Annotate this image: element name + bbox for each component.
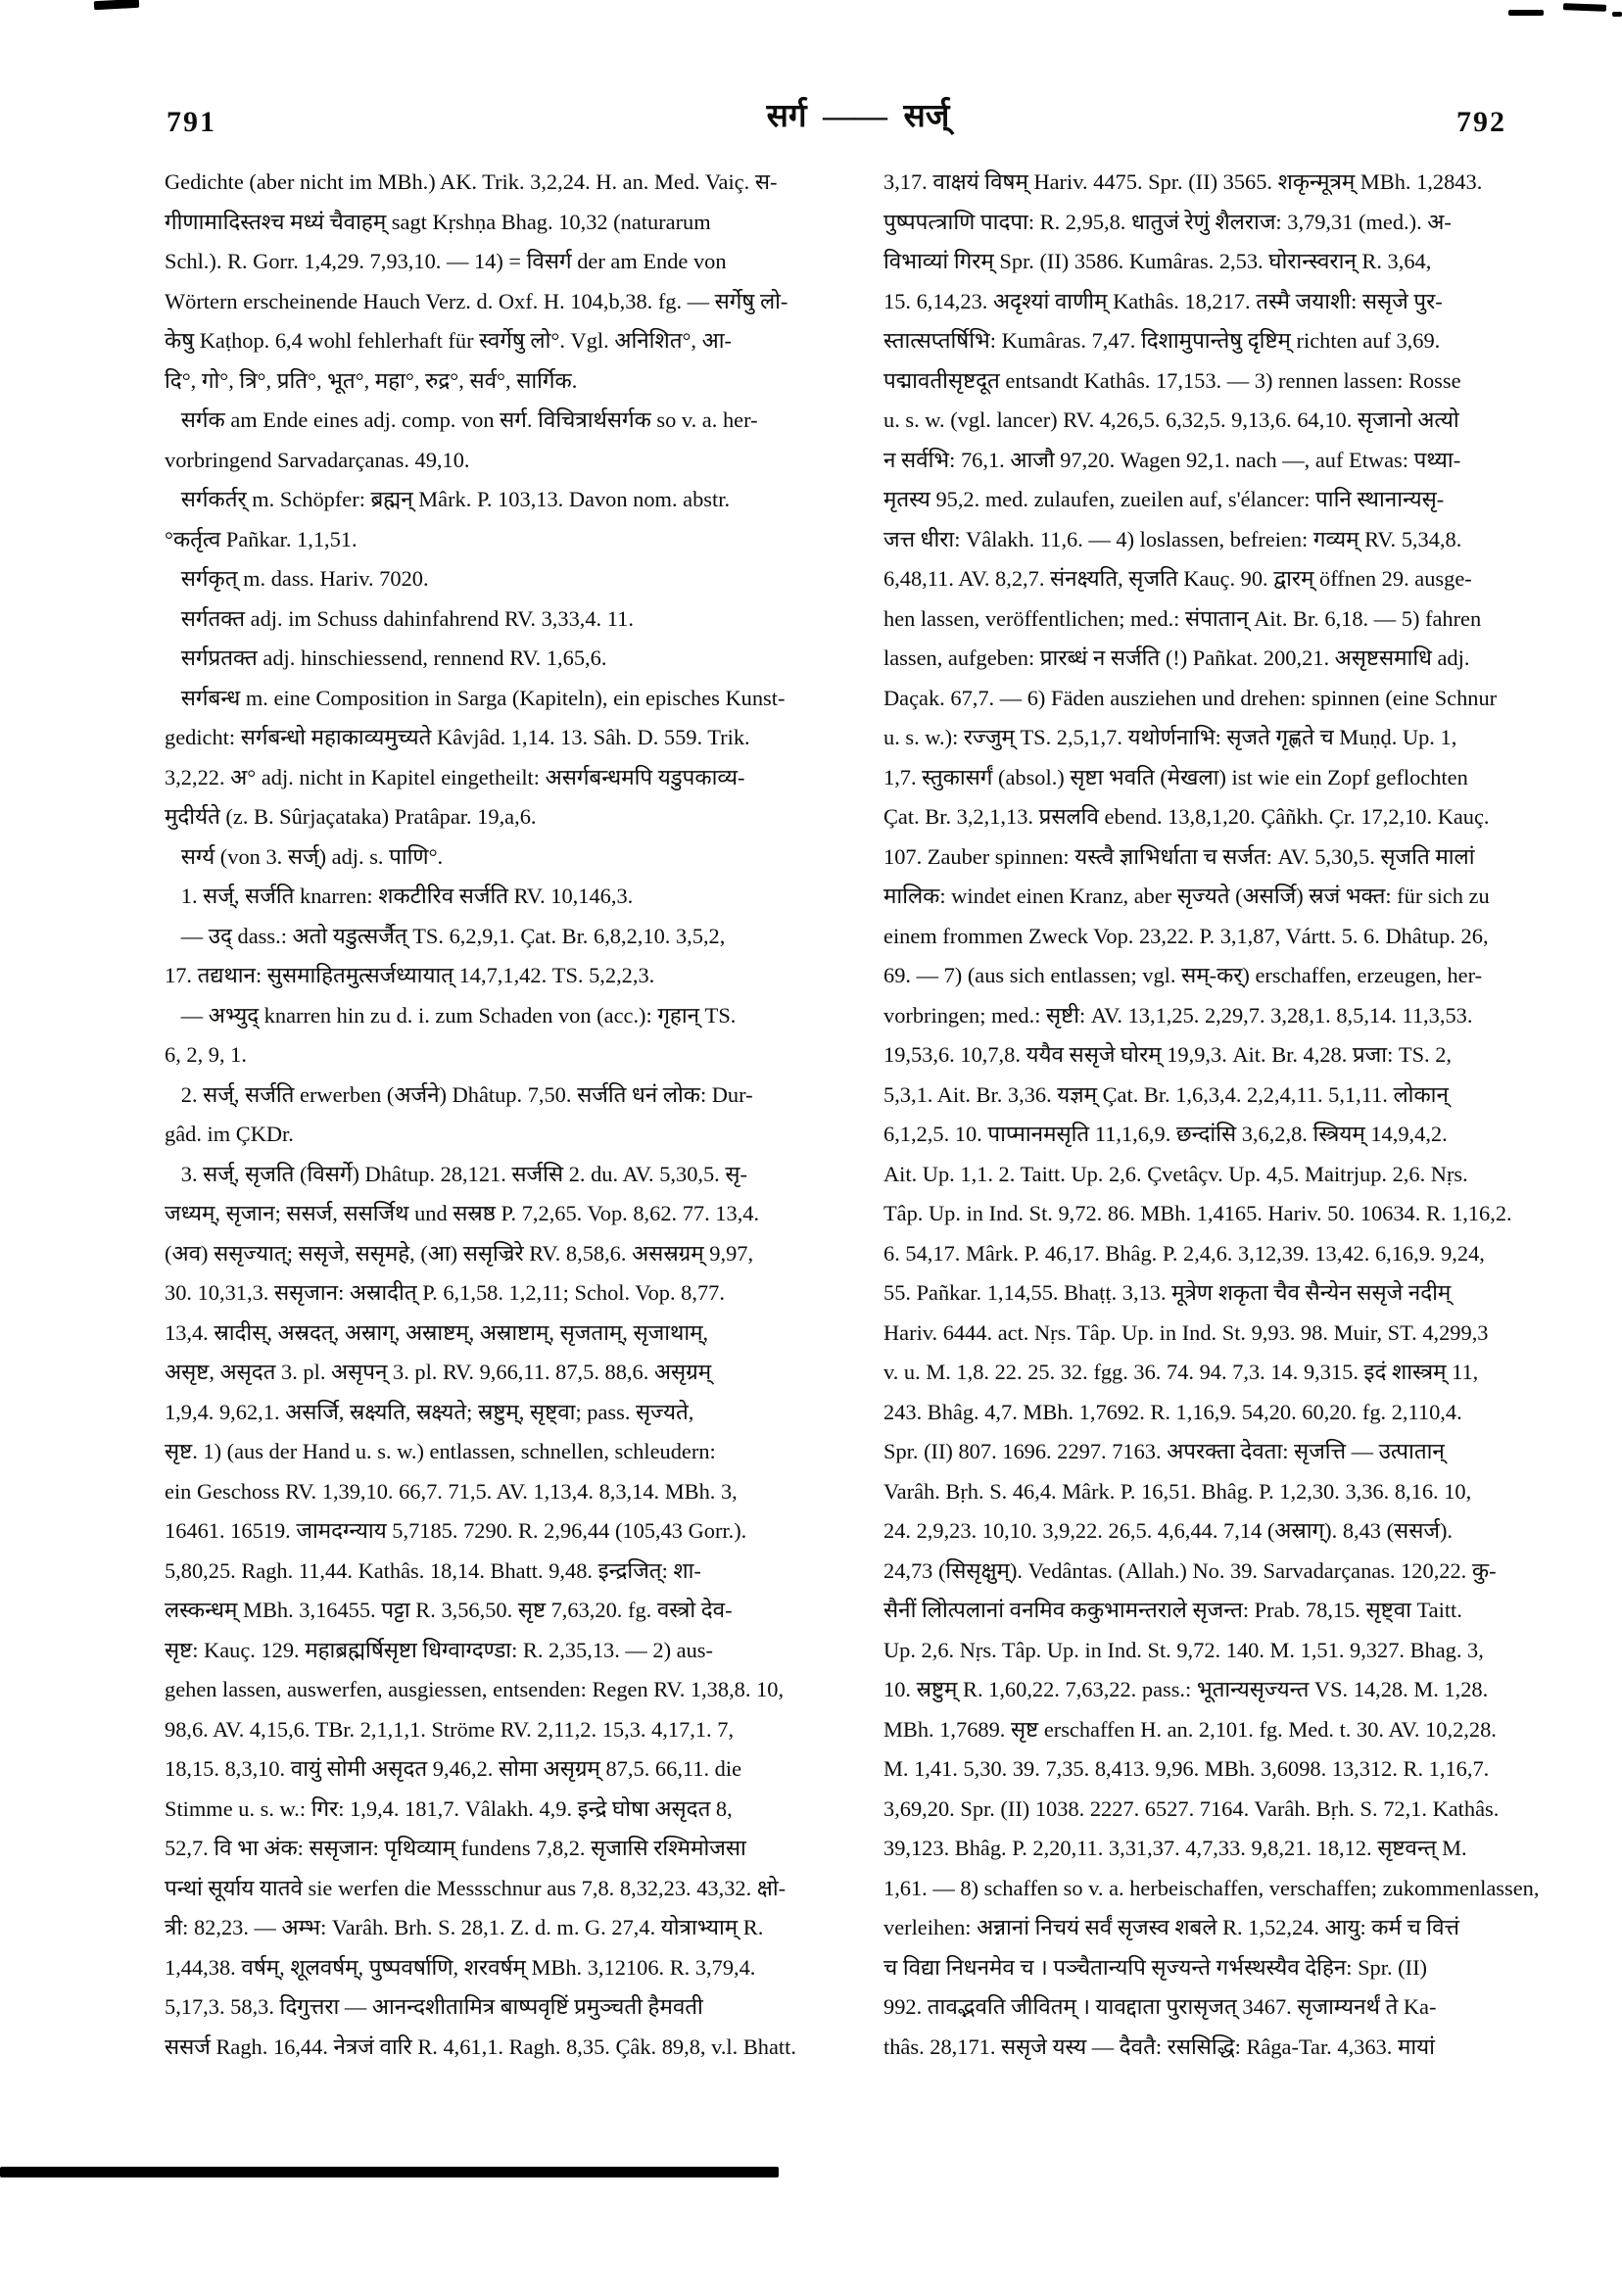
text-line: thâs. 28,171. ससृजे यस्य — दैवतै: रससिद्धि: Râga-Tar. 4,363. मायां [883, 2033, 1435, 2059]
text-line: 5,80,25. Ragh. 11,44. Kathâs. 18,14. Bhatt. 9,48. इन्द्रजित्: शा- [165, 1557, 701, 1583]
text-line: u. s. w.): रज्जुम् TS. 2,5,1,7. यथोर्णनाभि: सृजते गृह्णते च Muṇḍ. Up. 1, [883, 725, 1457, 749]
text-line: Ait. Up. 1,1. 2. Taitt. Up. 2,6. Çvetâçv. Up. 4,5. Maitrjup. 2,6. Nṛs. [883, 1161, 1468, 1186]
text-line: verleihen: अन्नानां निचयं सर्वं सृजस्व शबले R. 1,52,24. आयु: कर्म च वित्तं [883, 1915, 1460, 1939]
text-line: einem frommen Zweck Vop. 23,22. P. 3,1,87, Vártt. 5. 6. Dhâtup. 26, [883, 923, 1489, 948]
column-left [165, 163, 796, 2067]
text-line: 10. स्रष्टुम् R. 1,60,22. 7,63,22. pass.: भूतान्यसृज्यन्त VS. 14,28. M. 1,28. [883, 1677, 1489, 1701]
text-line: gâd. im ÇKDr. [165, 1122, 294, 1146]
text-line: 2. सर्ज्, सर्जति erwerben (अर्जने) Dhâtup. 7,50. सर्जति धनं लोक: Dur- [165, 1081, 753, 1107]
page-number-left: 791 [167, 106, 216, 138]
text-line: सर्गकर्तर् m. Schöpfer: ब्रह्मन् Mârk. P. 103,13. Davon nom. abstr. [165, 487, 731, 511]
text-line: Varâh. Bṛh. S. 46,4. Mârk. P. 16,51. Bhâg. P. 1,2,30. 3,36. 8,16. 10, [883, 1478, 1472, 1504]
text-line: 17. तद्यथान: सुसमाहितमुत्सर्जध्यायात् 14,7,1,42. TS. 5,2,2,3. [165, 963, 655, 987]
page-number-right: 792 [1456, 106, 1506, 138]
text-line: Tâp. Up. in Ind. St. 9,72. 86. MBh. 1,4165. Hariv. 50. 10634. R. 1,16,2. [883, 1201, 1512, 1225]
text-line: जध्यम्, सृजान; ससर्ज, ससर्जिथ und सस्रष्ठ P. 7,2,65. Vop. 8,62. 77. 13,4. [165, 1201, 760, 1225]
text-line: — उद् dass.: अतो यडुत्सर्जैत् TS. 6,2,9,1. Çat. Br. 6,8,2,10. 3,5,2, [165, 923, 726, 948]
text-line: 52,7. वि भा अंक: ससृजान: पृथिव्याम् fundens 7,8,2. सृजासि रश्मिमोजसा [165, 1836, 746, 1860]
text-line: सैनीं लिोत्पलानां वनमिव ककुभामन्तराले सृजन्त: Prab. 78,15. सृष्ट्वा Taitt. [883, 1598, 1462, 1622]
text-line: vorbringen; med.: सृष्टी: AV. 13,1,25. 2,29,7. 3,28,1. 8,5,14. 11,3,53. [883, 1002, 1473, 1028]
text-line: सर्गप्रतक्त adj. hinschiessend, rennend RV. 1,65,6. [165, 646, 607, 670]
text-line: 1,9,4. 9,62,1. असर्जि, स्रक्ष्यति, स्रक्ष्यते; स्रष्टुम्, सृष्ट्वा; pass. सृज्यते, [165, 1399, 694, 1424]
text-line: 3. सर्ज्, सृजति (विसर्गे) Dhâtup. 28,121. सर्जसि 2. du. AV. 5,30,5. सृ- [165, 1161, 747, 1186]
text-line: Wörtern erscheinende Hauch Verz. d. Oxf. H. 104,b,38. fg. — सर्गेषु लो- [165, 288, 788, 313]
scan-artifact-top-right-1 [1508, 10, 1544, 16]
text-line: 5,17,3. 58,3. दिगुत्तरा — आनन्दशीतामित्र बाष्पवृष्टिं प्रमुञ्चती हैमवती [165, 1994, 703, 2019]
text-line: 30. 10,31,3. ससृजान: अस्रादीत् P. 6,1,58. 1,2,11; Schol. Vop. 8,77. [165, 1280, 725, 1305]
scan-artifact-top-right-3 [1612, 12, 1622, 17]
text-line: hen lassen, veröffentlichen; med.: संपातान् Ait. Br. 6,18. — 5) fahren [883, 605, 1482, 631]
text-line: पन्थां सूर्याय यातवे sie werfen die Messschnur aus 7,8. 8,32,23. 43,32. क्षो- [165, 1875, 787, 1900]
text-line: जत्त धीरा: Vâlakh. 11,6. — 4) loslassen, befreien: गव्यम् RV. 5,34,8. [883, 526, 1462, 551]
text-line: दि°, गो°, त्रि°, प्रति°, भूत°, महा°, रुद्र°, सर्व°, सार्गिक. [165, 367, 578, 393]
text-line: 107. Zauber spinnen: यस्त्वै ज्ञाभिर्धाता च सर्जत: AV. 5,30,5. सृजति मालां [883, 843, 1475, 869]
text-line: 6. 54,17. Mârk. P. 46,17. Bhâg. P. 2,4,6. 3,12,39. 13,42. 6,16,9. 9,24, [883, 1240, 1485, 1266]
text-line: केषु Kaṭhop. 6,4 wohl fehlerhaft für स्वर्गेषु लो°. Vgl. अनिशित°, आ- [165, 328, 732, 353]
text-line: न सर्वभि: 76,1. आजौ 97,20. Wagen 92,1. nach —, auf Etwas: पथ्या- [883, 447, 1461, 472]
text-line: lassen, aufgeben: प्रारब्धं न सर्जति (!) Pañkat. 200,21. असृष्टसमाधि adj. [883, 646, 1470, 670]
text-line: gedicht: सर्गबन्धो महाकाव्यमुच्यते Kâvjâd. 1,14. 13. Sâh. D. 559. Trik. [165, 725, 750, 749]
text-line: सृष्ट. 1) (aus der Hand u. s. w.) entlassen, schnellen, schleudern: [165, 1439, 716, 1463]
text-line: (अव) ससृज्यात्; ससृजे, ससृमहे, (आ) ससृज्रिरे RV. 8,58,6. असस्रग्रम् 9,97, [165, 1240, 754, 1266]
scan-artifact-bottom-edge [0, 2167, 779, 2177]
text-line: 1,7. स्तुकासर्गं (absol.) सृष्टा भवति (मेखला) ist wie ein Zopf geflochten [883, 764, 1468, 789]
text-line: 6,1,2,5. 10. पाप्मानमसृति 11,1,6,9. छन्दांसि 3,6,2,8. स्त्रियम् 14,9,4,2. [883, 1122, 1448, 1146]
text-line: 992. तावद्भवति जीवितम् । यावद्दाता पुरासृजत् 3467. सृजाम्यनर्थं ते Ka- [883, 1994, 1437, 2019]
text-line: M. 1,41. 5,30. 39. 7,35. 8,413. 9,96. MBh. 3,6098. 13,312. R. 1,16,7. [883, 1756, 1490, 1781]
text-line: गीणामादिस्तश्च मध्यं चैवाहम् sagt Kṛshṇa Bhag. 10,32 (naturarum [165, 209, 711, 234]
text-line: °कर्तृत्व Pañkar. 1,1,51. [165, 526, 358, 551]
text-line: 18,15. 8,3,10. वायुं सोमी असृदत 9,46,2. सोमा असृग्रम् 87,5. 66,11. die [165, 1756, 742, 1781]
running-head-title: सर्ग —— सर्ज् [766, 99, 950, 134]
text-line: Çat. Br. 3,2,1,13. प्रसलवि ebend. 13,8,1,20. Çâñkh. Çr. 17,2,10. Kauç. [883, 804, 1490, 829]
text-line: पद्मावतीसृष्टदूत entsandt Kathâs. 17,153. — 3) rennen lassen: Rosse [883, 367, 1461, 393]
text-line: gehen lassen, auswerfen, ausgiessen, entsenden: Regen RV. 1,38,8. 10, [165, 1677, 785, 1701]
text-line: 55. Pañkar. 1,14,55. Bhaṭṭ. 3,13. मूत्रेण शकृता चैव सैन्येन ससृजे नदीम् [883, 1280, 1452, 1305]
text-line: 5,3,1. Ait. Br. 3,36. यज्ञम् Çat. Br. 1,6,3,4. 2,2,4,11. 5,1,11. लोकान् [883, 1081, 1449, 1107]
text-line: त्री: 82,23. — अम्भ: Varâh. Brh. S. 28,1. Z. d. m. G. 27,4. योत्राभ्याम् R. [165, 1915, 764, 1939]
text-line: स्तात्सप्तर्षिभि: Kumâras. 7,47. दिशामुपान्तेषु दृष्टिम् richten auf 3,69. [883, 328, 1441, 353]
text-line: पुष्पपत्त्राणि पादपा: R. 2,95,8. धातुजं रेणुं शैलराज: 3,79,31 (med.). अ- [883, 209, 1452, 234]
text-line: सर्गतक्त adj. im Schuss dahinfahrend RV. 3,33,4. 11. [165, 605, 634, 631]
text-line: लस्कन्धम् MBh. 3,16455. पट्टा R. 3,56,50. सृष्ट 7,63,20. fg. वस्त्रो देव- [165, 1598, 733, 1622]
text-line: 1,44,38. वर्षम्, शूलवर्षम्, पुष्पवर्षाणि, शरवर्षम् MBh. 3,12106. R. 3,79,4. [165, 1954, 756, 1980]
text-line: vorbringend Sarvadarçanas. 49,10. [165, 447, 470, 472]
scan-artifact-top-left [94, 0, 139, 10]
text-line: 98,6. AV. 4,15,6. TBr. 2,1,1,1. Ströme RV. 2,11,2. 15,3. 4,17,1. 7, [165, 1716, 735, 1742]
text-line: Schl.). R. Gorr. 1,4,29. 7,93,10. — 14) = विसर्ग der am Ende von [165, 249, 727, 273]
text-line: 15. 6,14,23. अदृश्यां वाणीम् Kathâs. 18,217. तस्मै जयाशी: ससृजे पुर- [883, 288, 1443, 313]
text-line: Spr. (II) 807. 1696. 2297. 7163. अपरक्ता देवता: सृजत्ति — उत्पातान् [883, 1439, 1445, 1463]
text-line: Hariv. 6444. act. Nṛs. Tâp. Up. in Ind. St. 9,93. 98. Muir, ST. 4,299,3 [883, 1319, 1489, 1345]
text-line: 1. सर्ज्, सर्जति knarren: शकटीरिव सर्जति RV. 10,146,3. [165, 884, 634, 908]
text-line: 3,17. वाक्षयं विषम् Hariv. 4475. Spr. (II) 3565. शकृन्मूत्रम् MBh. 1,2843. [883, 169, 1483, 194]
text-line: च विद्या निधनमेव च । पञ्चैतान्यपि सृज्यन्ते गर्भस्थस्यैव देहिन: Spr. (II) [883, 1954, 1427, 1980]
text-line: 24,73 (सिसृक्षुम्). Vedântas. (Allah.) No. 39. Sarvadarçanas. 120,22. कु- [883, 1557, 1497, 1583]
text-line: सर्गकृत् m. dass. Hariv. 7020. [165, 566, 429, 591]
text-line: सर्गबन्ध m. eine Composition in Sarga (Kapiteln), ein episches Kunst- [165, 685, 786, 710]
text-line: 1,61. — 8) schaffen so v. a. herbeischaffen, verschaffen; zukommenlassen, [883, 1875, 1540, 1900]
text-line: — अभ्युद् knarren hin zu d. i. zum Schaden von (acc.): गृहान् TS. [165, 1002, 737, 1028]
text-line: 24. 2,9,23. 10,10. 3,9,22. 26,5. 4,6,44. 7,14 (अस्राग्). 8,43 (ससर्ज). [883, 1518, 1453, 1543]
text-line: 16461. 16519. जामदग्न्याय 5,7185. 7290. R. 2,96,44 (105,43 Gorr.). [165, 1518, 747, 1543]
text-line: मुदीर्यते (z. B. Sûrjaçataka) Pratâpar. 19,a,6. [165, 804, 537, 829]
text-line: Gedichte (aber nicht im MBh.) AK. Trik. 3,2,24. H. an. Med. Vaiç. स- [165, 169, 778, 194]
text-line: v. u. M. 1,8. 22. 25. 32. fgg. 36. 74. 94. 7,3. 14. 9,315. इदं शास्त्रम् 11, [883, 1360, 1479, 1384]
text-line: 243. Bhâg. 4,7. MBh. 1,7692. R. 1,16,9. 54,20. 60,20. fg. 2,110,4. [883, 1399, 1462, 1424]
text-line: सृष्ट: Kauç. 129. महाब्रह्मर्षिसृष्टा धिग्वाग्दण्डा: R. 2,35,13. — 2) aus- [165, 1637, 713, 1662]
text-line: 39,123. Bhâg. P. 2,20,11. 3,31,37. 4,7,33. 9,8,21. 18,12. सृष्टवन्त् M. [883, 1836, 1467, 1860]
text-line: मृतस्य 95,2. med. zulaufen, zueilen auf, s'élancer: पानि स्थानान्यसृ- [883, 487, 1445, 511]
text-line: 3,69,20. Spr. (II) 1038. 2227. 6527. 7164. Varâh. Bṛh. S. 72,1. Kathâs. [883, 1795, 1500, 1821]
text-line: u. s. w. (vgl. lancer) RV. 4,26,5. 6,32,5. 9,13,6. 64,10. सृजानो अत्यो [883, 407, 1459, 432]
scan-artifact-top-right-2 [1563, 3, 1606, 12]
text-line: असृष्ट, असृदत 3. pl. असृपन् 3. pl. RV. 9,66,11. 87,5. 88,6. असृग्रम् [165, 1360, 712, 1384]
text-line: 3,2,22. अ° adj. nicht in Kapitel eingetheilt: असर्गबन्धमपि यडुपकाव्य- [165, 764, 745, 789]
text-line: सर्ग्य (von 3. सर्ज्) adj. s. पाणि°. [165, 843, 444, 869]
text-line: विभाव्यां गिरम् Spr. (II) 3586. Kumâras. 2,53. घोरान्स्वरान् R. 3,64, [883, 249, 1432, 273]
text-line: ससर्ज Ragh. 16,44. नेत्रजं वारि R. 4,61,1. Ragh. 8,35. Çâk. 89,8, v.l. Bhatt. [165, 2033, 796, 2059]
column-right [883, 163, 1540, 2067]
text-line: 69. — 7) (aus sich entlassen; vgl. सम्-कर्) erschaffen, erzeugen, her- [883, 963, 1483, 987]
text-line: Stimme u. s. w.: गिर: 1,9,4. 181,7. Vâlakh. 4,9. इन्द्रे घोषा असृदत 8, [165, 1795, 733, 1821]
text-line: 6,48,11. AV. 8,2,7. संनक्ष्यति, सृजति Kauç. 90. द्वारम् öffnen 29. ausge- [883, 566, 1472, 591]
text-line: 13,4. स्रादीस्, अस्रदत्, अस्राग्, अस्राष्टम्, अस्राष्टाम्, सृजताम्, सृजाथाम्, [165, 1319, 709, 1345]
text-line: Daçak. 67,7. — 6) Fäden ausziehen und drehen: spinnen (eine Schnur [883, 685, 1498, 710]
text-line: मालिक: windet einen Kranz, aber सृज्यते (असर्जि) स्रजं भक्त: für sich zu [883, 884, 1490, 908]
text-line: 19,53,6. 10,7,8. ययैव ससृजे घोरम् 19,9,3. Ait. Br. 4,28. प्रजा: TS. 2, [883, 1042, 1453, 1067]
text-line: MBh. 1,7689. सृष्ट erschaffen H. an. 2,101. fg. Med. t. 30. AV. 10,2,28. [883, 1716, 1497, 1742]
text-line: ein Geschoss RV. 1,39,10. 66,7. 71,5. AV. 1,13,4. 8,3,14. MBh. 3, [165, 1478, 738, 1504]
text-line: 6, 2, 9, 1. [165, 1042, 247, 1067]
text-line: Up. 2,6. Nṛs. Tâp. Up. in Ind. St. 9,72. 140. M. 1,51. 9,327. Bhag. 3, [883, 1637, 1484, 1662]
text-line: सर्गक am Ende eines adj. comp. von सर्ग. विचित्रार्थसर्गक so v. a. her- [165, 407, 758, 432]
